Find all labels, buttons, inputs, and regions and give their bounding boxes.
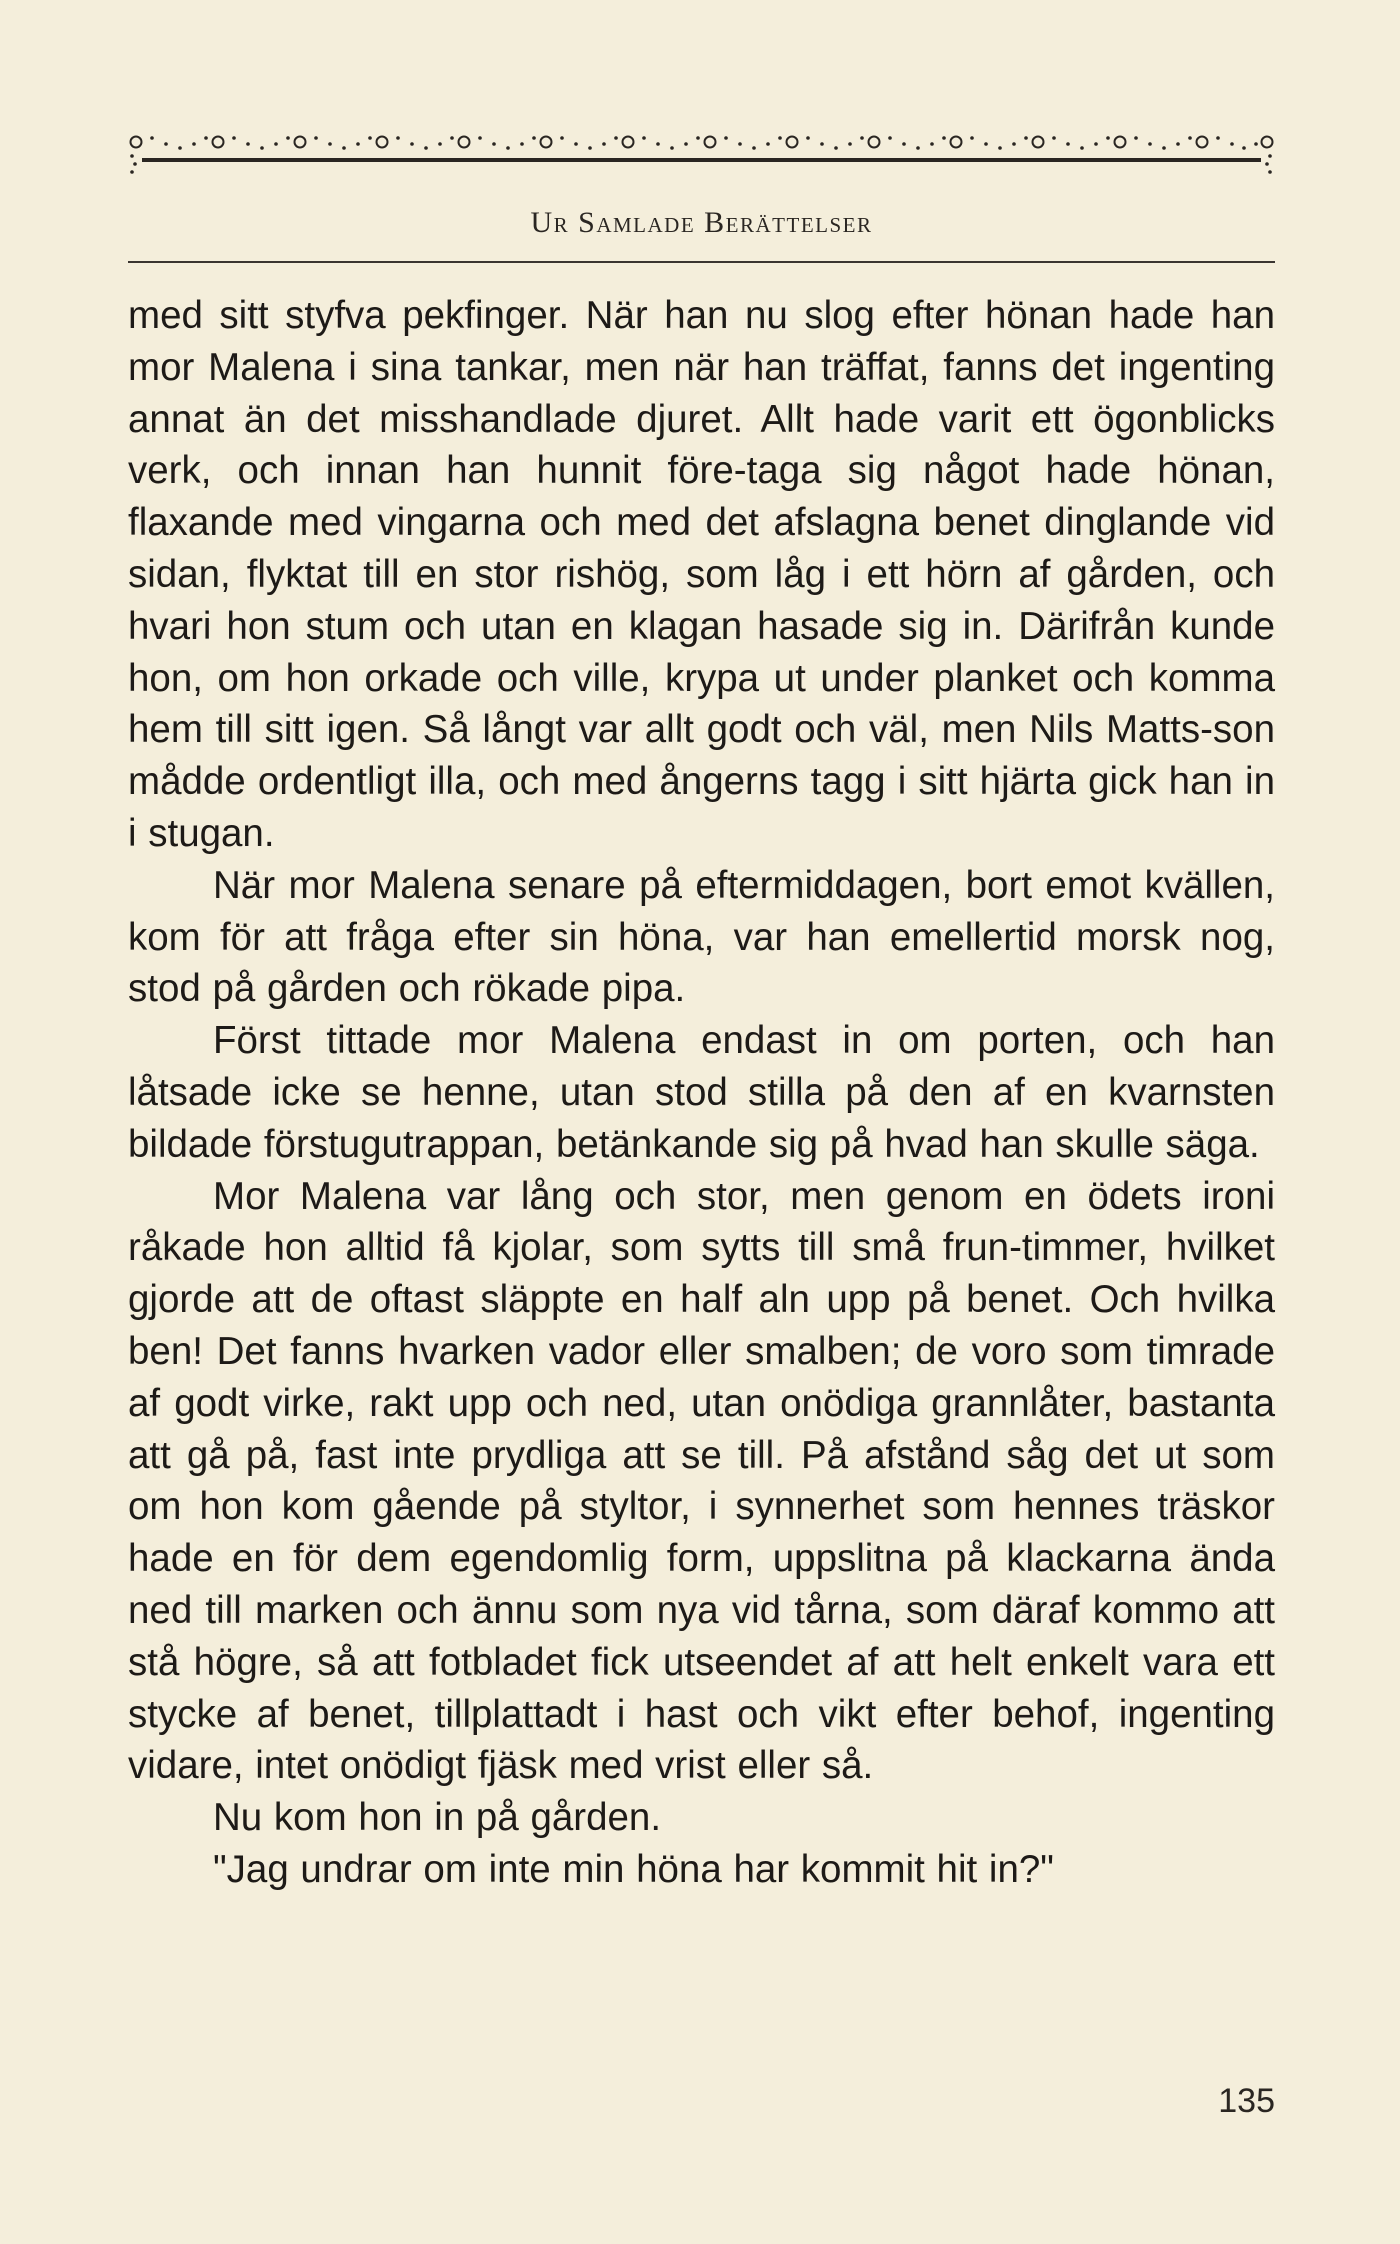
paragraph: med sitt styfva pekfinger. När han nu slog efter hönan hade han mor Malena i sina tankar, men när han träffat, fanns det ingenting annat än det misshandlade djuret. Allt hade varit ett ögonblicks verk, och innan han hunnit före-taga sig något hade hönan, flaxande med vingarna och med det afslagna benet dinglande vid sidan, flyktat till en stor rishög, som låg i ett hörn af gården, och hvari hon stum och utan en klagan hasade sig in. Därifrån kunde hon, om hon orkade och ville, krypa ut under planket och komma hem till sitt igen. Så långt var allt godt och väl, men Nils Matts-son mådde ordentligt illa, och med ångerns tagg i sitt hjärta gick han in i stugan.	[128, 294, 1275, 855]
header-rule	[128, 261, 1275, 263]
paragraph: När mor Malena senare på eftermiddagen, bort emot kvällen, kom för att fråga efter sin höna, var han emellertid morsk nog, stod på gården och rökade pipa.	[128, 863, 1275, 1011]
paragraph: Nu kom hon in på gården.	[213, 1796, 662, 1840]
page-number: 135	[1218, 2082, 1275, 2120]
paragraph: "Jag undrar om inte min höna har kommit hit in?"	[213, 1847, 1054, 1891]
body-text	[128, 290, 1275, 1896]
paragraph: Mor Malena var lång och stor, men genom en ödets ironi råkade hon alltid få kjolar, som sytts till små frun-timmer, hvilket gjorde att de oftast släppte en half aln upp på benet. Och hvilka ben! Det fanns hvarken vador eller smalben; de voro som timrade af godt virke, rakt upp och ned, utan onödiga grannlåter, bastanta att gå på, fast inte prydliga att se till. På afstånd såg det ut som om hon kom gående på styltor, i synnerhet som hennes träskor hade en för dem egendomlig form, uppslitna på klackarna ända ned till marken och ännu som nya vid tårna, som däraf kommo att stå högre, så att fotbladet fick utseendet af att helt enkelt vara ett stycke af benet, tillplattadt i hast och vikt efter behof, ingenting vidare, intet onödigt fjäsk med vrist eller så.	[128, 1174, 1275, 1788]
running-head: Ur Samlade Berättelser	[530, 206, 873, 239]
ornamental-header-border	[128, 128, 1275, 178]
paragraph: Först tittade mor Malena endast in om porten, och han låtsade icke se henne, utan stod stilla på den af en kvarnsten bildade förstugutrappan, betänkande sig på hvad han skulle säga.	[128, 1019, 1275, 1166]
